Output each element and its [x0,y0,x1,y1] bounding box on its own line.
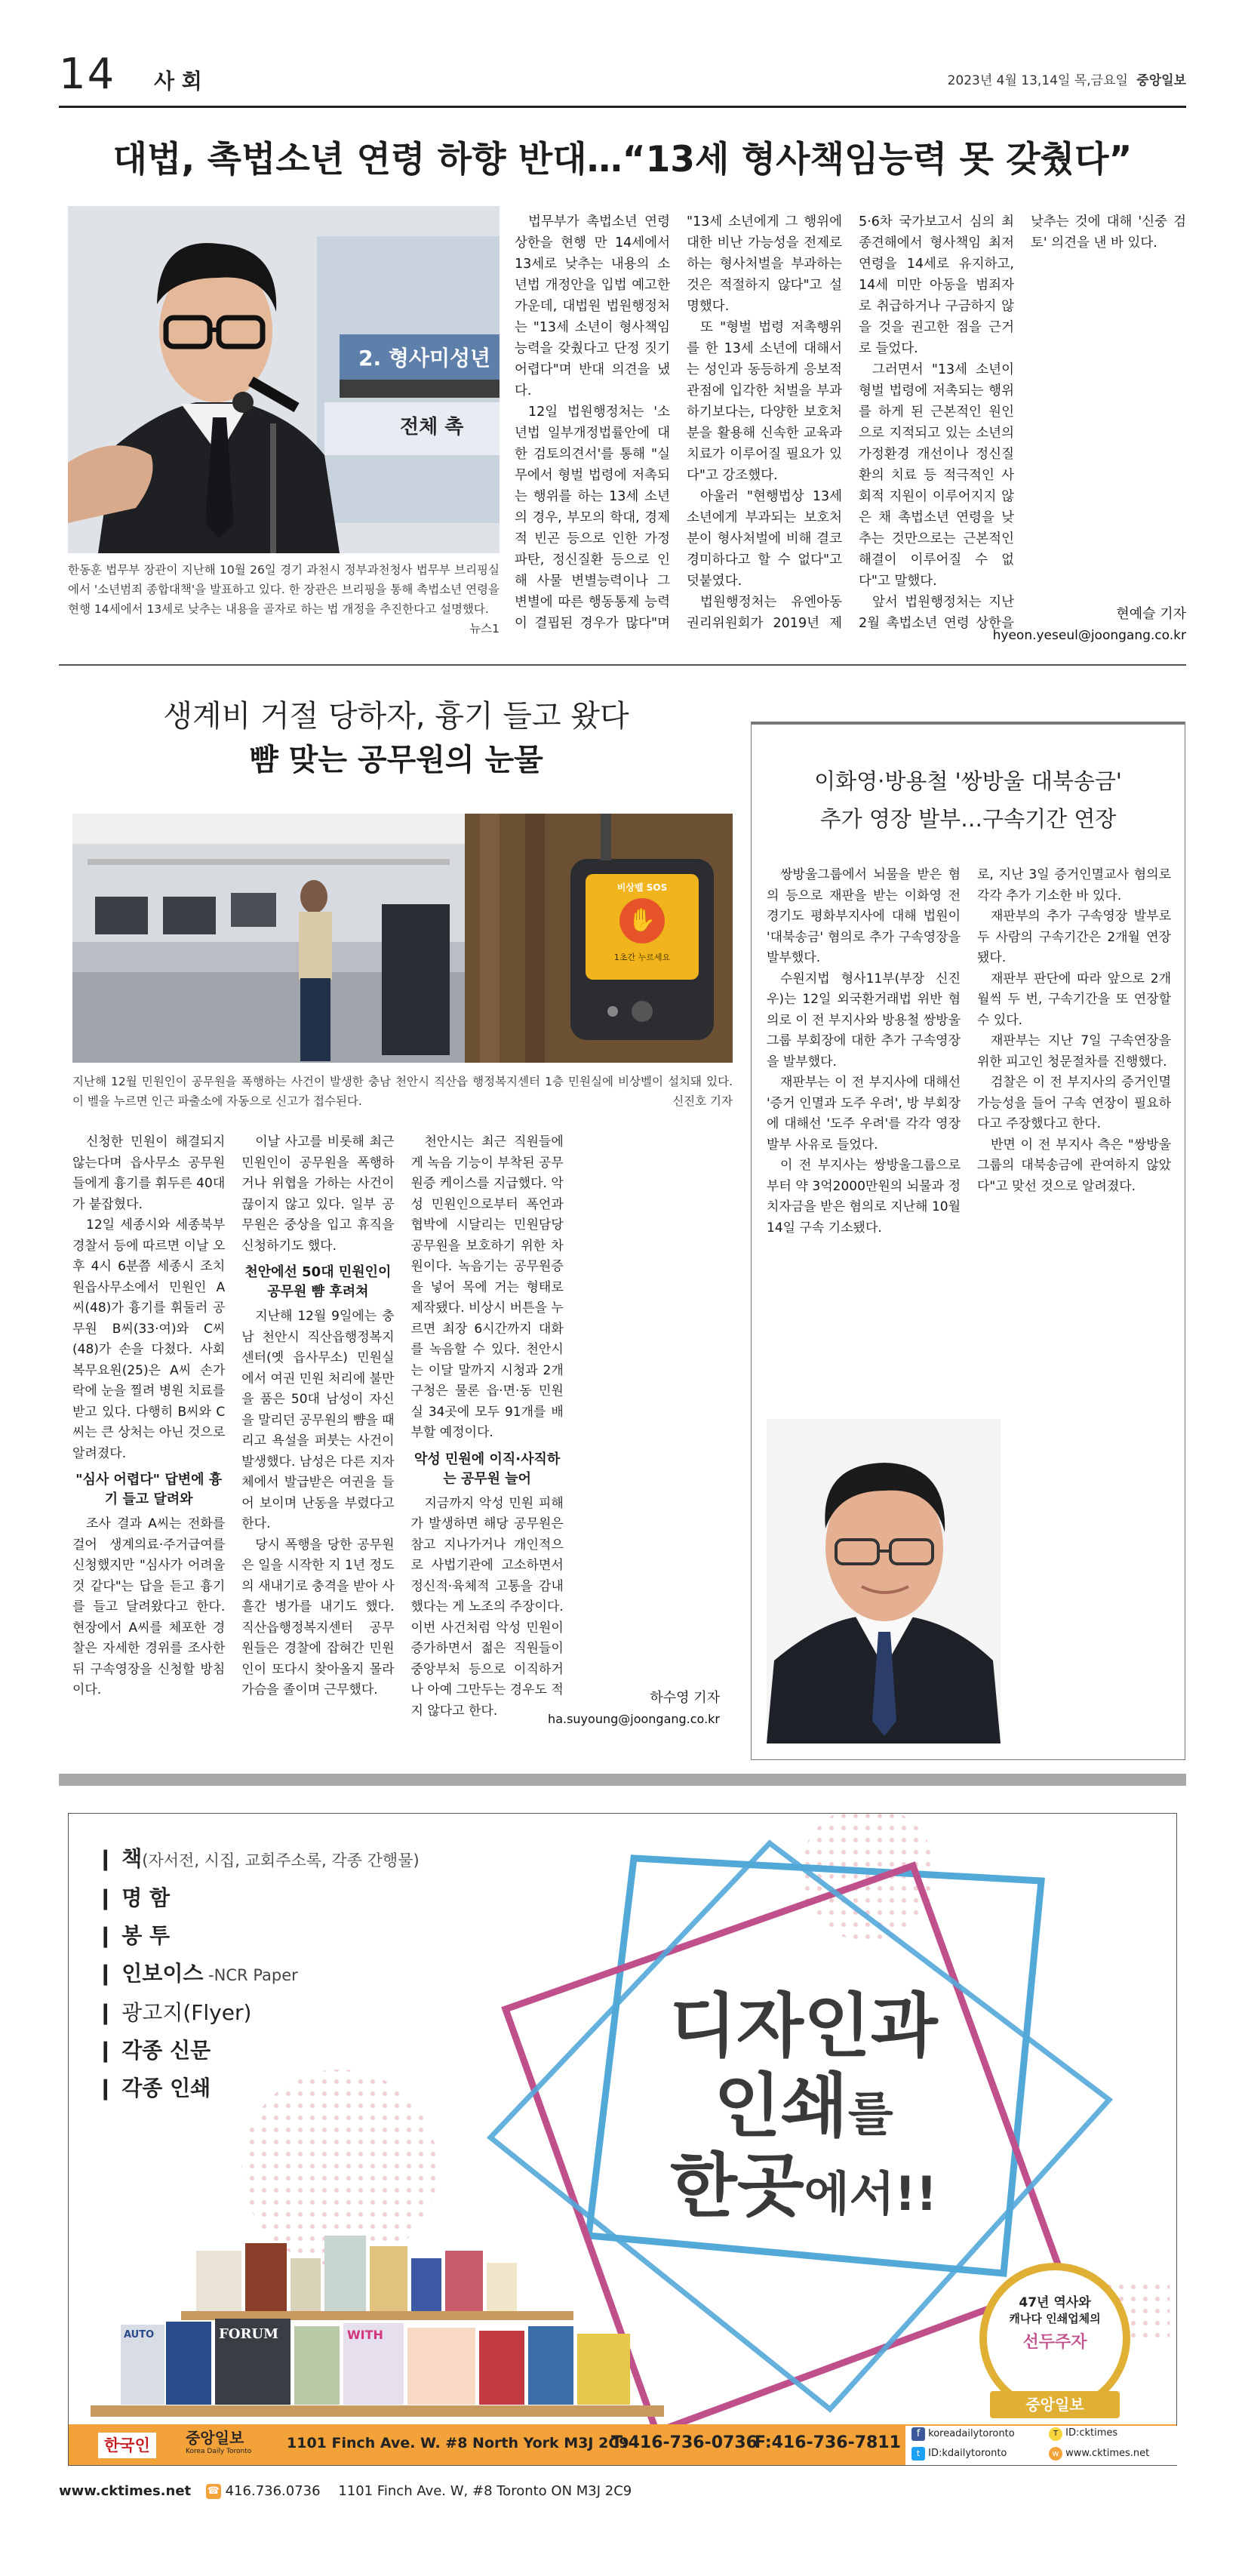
paragraph: 법무부가 촉법소년 연령 상한을 현행 만 14세에서 13세로 낮추는 내용의 소년법 개정안을 입법 예고한 가운데, 대법원 법원행정처는 "13세 소년이 형사책임 능력을 갖췄다고 단정 짓기 어렵다"며 반대 의견을 냈다. [515,214,670,399]
print-advertisement [68,1813,1177,2466]
page-number: 14 [59,50,116,99]
book-title: WITH [347,2328,383,2342]
social-row [911,2447,1007,2461]
subheading: 천안에선 50대 민원인이 공무원 뺨 후려쳐 [244,1264,392,1300]
ad-item: ❙ 책(자서전, 시집, 교회주소록, 각종 간행물) [97,1846,420,1871]
ad-item: ❙ 광고지(Flyer) [97,2000,252,2025]
paper-name: 중앙일보 [1136,73,1186,88]
footer-website: www.cktimes.net [59,2483,192,2499]
caption-text: 지난해 12월 민원인이 공무원을 폭행하는 사건이 발생한 충남 천안시 직산읍 행정복지센터 1층 민원실에 비상벨이 설치돼 있다. 이 벨을 누르면 인근 파출소에 자동으로 신고가 접수된다. [72,1075,733,1108]
phone-icon: ☎ [206,2484,221,2499]
ad-item-label: 각종 신문 [121,2038,211,2063]
paragraph: 쌍방울그룹에서 뇌물을 받은 혐의 등으로 재판을 받는 이화영 전 경기도 평화부지사에 대해 법원이 '대북송금' 혐의로 추가 구속영장을 발부했다. [767,867,961,965]
ad-service-list [97,1840,549,2107]
social-row [1049,2447,1149,2461]
ad-item-label: 인보이스 [121,1961,204,1986]
article3-photo [767,1419,1001,1743]
ad-item: ❙ 각종 인쇄 [97,2076,211,2101]
logo-sub: Korea Daily Toronto [186,2448,252,2455]
caption-credit: 신진호 기자 [672,1094,733,1108]
article2-photo [72,814,733,1063]
ad-item-label: 명 함 [121,1885,171,1910]
headline-line-1: 이화영·방용철 '쌍방울 대북송금' [814,768,1122,794]
book-title: FORUM [219,2326,279,2342]
twitter-icon: t [911,2447,925,2461]
badge-line-2: 캐나다 인쇄업체의 [1009,2312,1101,2325]
article3-headline [752,762,1185,838]
sos-sub-label: 1초간 누르세요 [613,953,671,962]
article1-body [515,211,1186,634]
ad-divider [59,1774,1186,1786]
badge-line-3: 선두주자 [1022,2333,1087,2352]
article3-box [751,722,1185,1760]
facebook-icon: f [911,2427,925,2441]
paragraph: 재판부 판단에 따라 앞으로 2개월씩 두 번, 구속기간을 또 연장할 수 있다. [977,971,1171,1028]
ad-item: ❙ 각종 신문 [97,2038,211,2063]
ad-item-label: 봉 투 [121,1923,171,1948]
ad-item: ❙ 인보이스 -NCR Paper [97,1961,298,1986]
web-icon: w [1049,2447,1062,2461]
footer-address: 1101 Finch Ave. W. #8 North York M3J 2C9 [287,2435,629,2451]
headline-line-1: 생계비 거절 당하자, 흉기 들고 왔다 [163,699,629,734]
paragraph: 그러면서 "13세 소년이 형벌 법령에 저촉되는 행위를 하게 된 근본적인 원인으로 지적되고 있는 소년의 가정환경 개선이나 정신질환의 치료 등 적극적인 사회적 지원이 이루어지지 않은 채 촉법소년 연령을 낮추는 것만으로는 근본적인 해결이 이루어질 수 없다"고 말했다. [859,362,1014,589]
paragraph: 지난해 12월 9일에는 충남 천안시 직산읍행정복지센터(옛 읍사무소) 민원실에서 여권 민원 처리에 불만을 품은 50대 남성이 자신을 말리던 공무원의 뺨을 때리고 욕설을 퍼붓는 사건이 발생했다. 남성은 다른 지자체에서 발급받은 여권을 들어 보이며 난동을 부렸다고 한다. [241,1309,395,1531]
footer-tel: T:416-736-0736 [611,2433,758,2452]
photo-sign-text-2: 전체 촉 [400,416,464,439]
paragraph: 신청한 민원이 해결되지 않는다며 읍사무소 공무원들에게 흉기를 휘두른 40대가 붙잡혔다. [72,1134,226,1212]
paragraph: 12일 법원행정처는 '소년법 일부개정법률안에 대한 검토의견서'를 통해 "실무에서 형벌 법령에 저촉되는 행위를 하는 13세 소년의 경우, 부모의 학대, 경제적 빈곤 등으로 인한 가정 파탄, 정신질환 등으로 인해 사물 변별능력이나 그 변별에 따른 행동통제 능력이 결핍된 경우가 많다"며 "13세 소년에게 그 행위에 대한 비난 가능성을 전제로 하는 형사처벌을 부과하는 것은 적절하지 않다"고 설명했다. [515,214,842,631]
paragraph: 당시 폭행을 당한 공무원은 일을 시작한 지 1년 정도의 새내기로 충격을 받아 사흘간 병가를 내기도 했다. 직산읍행정복지센터 공무원들은 경찰에 잡혀간 민원인이 또다시 찾아올지 몰라 가슴을 졸이며 근무했다. [241,1537,395,1697]
paragraph: 이날 사고를 비롯해 최근 민원인이 공무원을 폭행하거나 위협을 가하는 사건이 끊이지 않고 있다. 일부 공무원은 중상을 입고 휴직을 신청하기도 했다. [241,1134,395,1254]
page-header [59,50,1186,101]
social-text: ID:kdailytoronto [928,2448,1007,2459]
ad-item-note: -NCR Paper [203,1966,298,1984]
ad-item-label: 광고지(Flyer) [121,2000,252,2025]
slogan-small: 에서!! [804,2165,938,2221]
social-text: www.cktimes.net [1065,2448,1150,2459]
ad-item: ❙ 명 함 [97,1885,171,1910]
caption-text: 한동훈 법무부 장관이 지난해 10월 26일 경기 과천시 정부과천청사 법무부 브리핑실에서 '소년범죄 종합대책'을 발표하고 있다. 한 장관은 브리핑을 통해 촉법소년 연령을 현행 14세에서 13세로 낮추는 내용을 골자로 하는 법 개정을 추진한다고 설명했다. [68,563,500,616]
slogan-line-3 [626,2147,981,2227]
date-text: 2023년 4월 13,14일 목,금요일 [947,73,1128,88]
headline-line-2: 뺨 맞는 공무원의 눈물 [249,743,543,777]
paragraph: 검찰은 이 전 부지사의 증거인멸 가능성을 들어 구속 연장이 필요하다고 주장했다고 한다. [977,1075,1171,1131]
social-text: koreadailytoronto [928,2428,1015,2439]
social-text: ID:cktimes [1065,2427,1118,2439]
photo-sign-text: 2. 형사미성년 [358,346,491,371]
footer-logo-1: 한국인 [98,2433,156,2458]
ad-item-label: 각종 인쇄 [121,2076,211,2101]
logo-text: 중앙일보 [186,2429,244,2447]
byline-name: 현예슬 기자 [1116,606,1186,622]
header-rule [59,106,1186,108]
paragraph: 천안시는 최근 직원들에게 녹음 기능이 부착된 공무원증 케이스를 지급했다. 악성 민원인으로부터 폭언과 협박에 시달리는 민원담당 공무원을 보호하기 위한 차원이다. 녹음기는 공무원증을 넣어 목에 거는 형태로 제작됐다. 비상시 버튼을 누르면 최장 6시간까지 대화를 녹음할 수 있다. 천안시는 이달 말까지 시청과 2개 구청은 물론 읍·면·동 민원실 34곳에 모두 91개를 배부할 예정이다. [410,1134,564,1440]
social-row [911,2427,1015,2441]
article1-headline: 대법, 촉법소년 연령 하향 반대…“13세 형사책임능력 못 갖췄다” [112,139,1133,180]
section-divider [59,664,1186,666]
slogan-big: 인쇄 [714,2065,848,2147]
footer-fax: F:416-736-7811 [755,2433,901,2452]
article1-caption [68,560,500,649]
ad-item: ❙ 봉 투 [97,1923,171,1948]
paragraph: 법원행정처는 유엔아동권리위원회가 2019년 제5·6차 국가보고서 심의 최종견해에서 형사책임 최저 연령을 14세로 유지하고, 14세 미만 아동을 범죄자로 취급하거나 구금하지 않을 것을 권고한 점을 근거로 들었다. [687,214,1014,631]
social-row [1049,2427,1117,2441]
paragraph: 조사 결과 A씨는 전화를 걸어 생계의료·주거급여를 신청했지만 "심사가 어려울 것 같다"는 답을 듣고 흉기를 들고 달려왔다고 한다. 현장에서 A씨를 체포한 경찰은 자세한 경위를 조사한 뒤 구속영장을 신청할 방침이다. [72,1516,226,1697]
paragraph: 또 "형벌 법령 저촉행위를 한 13세 소년에 대해서는 성인과 동등하게 응보적 관점에 입각한 처벌을 부과하기보다는, 다양한 보호처분을 활용해 신속한 교육과 치료가 이루어질 필요가 있다"고 강조했다. [687,320,842,483]
issue-date [948,69,1186,88]
footer-logo-2 [186,2429,251,2456]
slogan-line-1: 디자인과 [669,1986,938,2067]
slogan-small: 를 [847,2085,893,2141]
ad-item-note: (자서전, 시집, 교회주소록, 각종 간행물) [142,1851,420,1870]
article2-caption [72,1072,733,1114]
slogan-big: 한곳 [669,2145,804,2227]
ad-slogan [626,1987,981,2226]
books-illustration [91,2236,664,2417]
paragraph: 재판부는 이 전 부지사에 대해선 '증거 인멸과 도주 우려', 방 부회장에 대해선 '도주 우려'를 각각 영장 발부 사유로 들었다. [767,1075,961,1153]
article2-headline [68,694,724,782]
subheading: "심사 어렵다" 답변에 흉기 들고 달려와 [75,1472,223,1507]
badge-line-1: 47년 역사와 [1019,2295,1091,2310]
paragraph: 지금까지 악성 민원 피해가 발생하면 해당 공무원은 참고 지나가거나 개인적으로 사법기관에 고소하면서 정신적·육체적 고통을 감내했다는 게 노조의 주장이다. 이번 사건처럼 악성 민원이 증가하면서 젊은 직원들이 중앙부처 등으로 이직하거나 아예 그만두는 경우도 적지 않다고 한다. [410,1495,564,1719]
paragraph: 아울러 "현행법상 13세 소년에게 부과되는 보호처분이 형사처벌에 비해 결코 경미하다고 할 수 없다"고 덧붙였다. [687,489,842,589]
sos-hand-icon: ✋ [619,898,665,943]
minister-photo-art [68,206,500,553]
shelf-art [91,2236,664,2417]
headline-line-2: 추가 영장 발부…구속기간 연장 [819,806,1117,832]
social-block [905,2426,1177,2465]
badge-ribbon: 중앙일보 [990,2391,1120,2418]
sos-label: 비상벨 SOS [616,882,668,893]
article1-photo [68,206,500,553]
book-title: AUTO [124,2329,155,2341]
paragraph: 앞서 법원행정처는 지난 2월 촉법소년 연령 상한을 낮추는 것에 대해 '신중 검토' 의견을 낸 바 있다. [859,214,1186,631]
paragraph: 수원지법 형사11부(부장 신진우)는 12일 외국환거래법 위반 혐의로 이 전 부지사와 방용철 쌍방울그룹 부회장에 대한 추가 구속영장을 발부했다. [767,971,961,1069]
suspect-photo-art [767,1419,1001,1743]
paragraph: 로, 지난 3일 증거인멸교사 혐의로 각각 추가 기소한 바 있다. [977,867,1171,903]
talk-icon: T [1049,2427,1062,2441]
byline-email: hyeon.yeseul@joongang.co.kr [992,628,1186,643]
article2-byline [498,1688,720,1730]
caption-credit: 뉴스1 [469,622,500,636]
footer-phone: 416.736.0736 [225,2483,321,2499]
article1-byline [943,604,1186,646]
byline-email: ha.suyoung@joongang.co.kr [548,1712,720,1726]
page-footer [59,2483,813,2506]
ad-item-label: 책 [121,1846,143,1871]
subheading: 악성 민원에 이직·사직하는 공무원 늘어 [413,1451,561,1487]
footer-address: 1101 Finch Ave. W, #8 Toronto ON M3J 2C9 [338,2483,632,2499]
byline-name: 하수영 기자 [650,1690,720,1706]
article2-body [72,1132,733,1728]
paragraph: 재판부의 추가 구속영장 발부로 두 사람의 구속기간은 2개월 연장됐다. [977,909,1171,965]
paragraph: 이 전 부지사는 쌍방울그룹으로부터 약 3억2000만원의 뇌물과 정치자금을 받은 혐의로 지난해 10월 14일 구속 기소됐다. [767,1158,961,1236]
paragraph: 12일 세종시와 세종북부경찰서 등에 따르면 이날 오후 4시 6분쯤 세종시 조치원읍사무소에서 민원인 A씨(48)가 흉기를 휘둘러 공무원 B씨(33·여)와 C씨(48)가 손을 다쳤다. 사회복무요원(25)은 A씨 손가락에 눈을 찔려 병원 치료를 받고 있다. 다행히 B씨와 C씨는 큰 상처는 아닌 것으로 알려졌다. [72,1217,226,1461]
paragraph: 반면 이 전 부지사 측은 "쌍방울그룹의 대북송금에 관여하지 않았다"고 맞선 것으로 알려졌다. [977,1137,1171,1194]
slogan-line-2 [626,2067,981,2147]
paragraph: 재판부는 지난 7일 구속연장을 위한 피고인 청문절차를 진행했다. [977,1033,1171,1069]
section-name: 사 회 [154,69,202,94]
